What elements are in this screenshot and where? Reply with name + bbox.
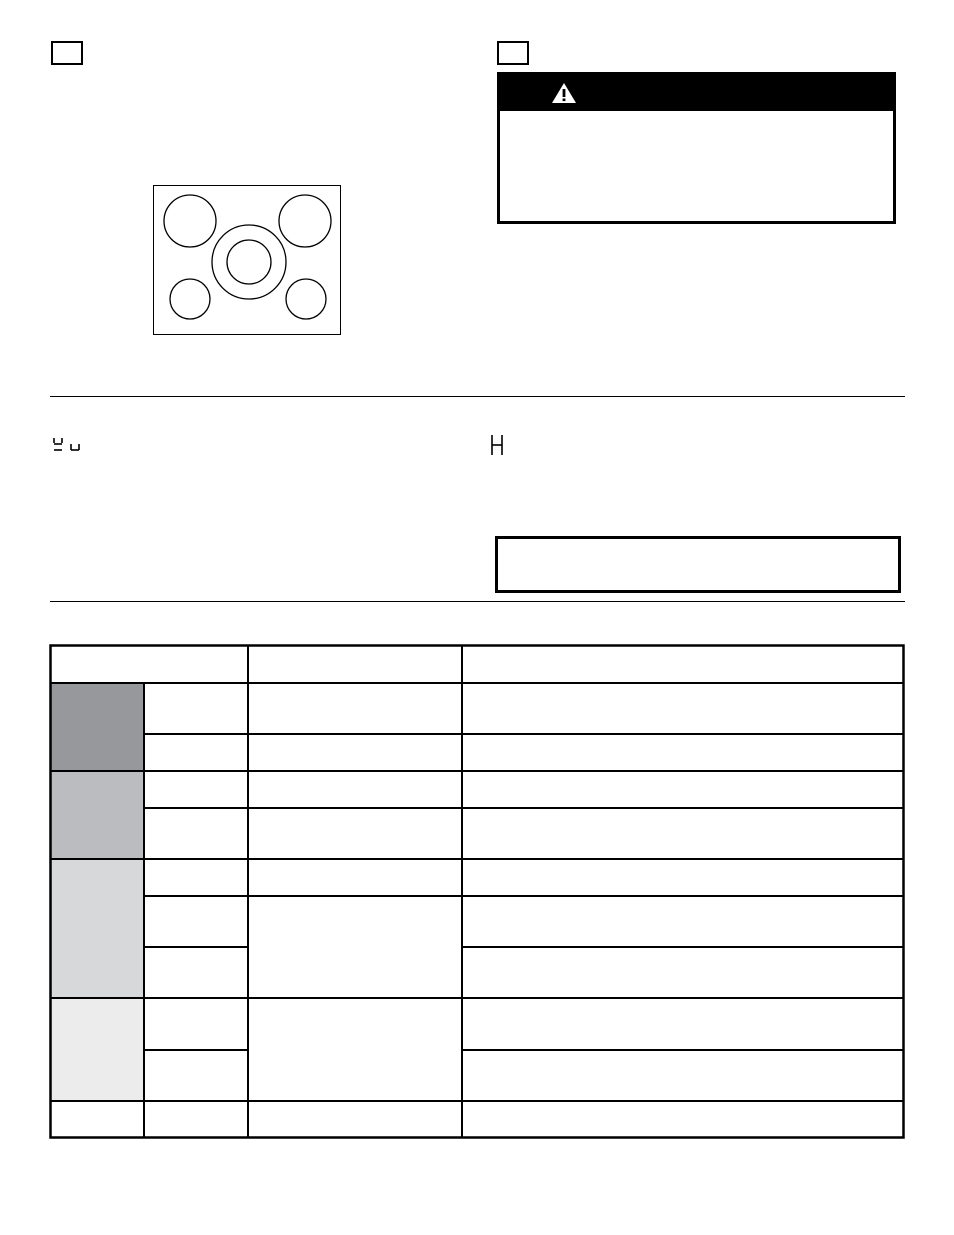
display-code-right-icon [489,434,505,456]
warning-header [500,75,893,111]
cooktop-diagram [153,185,341,335]
level-group-cell [51,998,145,1101]
note-box [495,536,901,593]
burner-left-front [170,279,210,319]
section-divider-2 [50,601,905,602]
warning-box [497,72,896,224]
step-marker-right [497,41,529,65]
step-marker-left [51,41,83,65]
heat-settings-table [49,644,905,1139]
burner-center-inner [227,240,271,284]
level-group-cell [51,771,145,859]
level-group-cell [51,859,145,998]
cooktop-elements-svg [154,186,342,336]
heat-settings-table-grid [49,644,905,1139]
burner-center-outer [212,225,286,299]
burner-right-rear [279,195,331,247]
warning-triangle-icon [551,82,577,104]
section-divider-1 [50,396,905,397]
burner-left-rear [164,195,216,247]
display-code-left-icon [52,437,82,453]
burner-right-front [286,279,326,319]
level-group-cell [51,1101,145,1138]
table-border [51,646,904,1138]
level-group-cell [51,683,145,771]
